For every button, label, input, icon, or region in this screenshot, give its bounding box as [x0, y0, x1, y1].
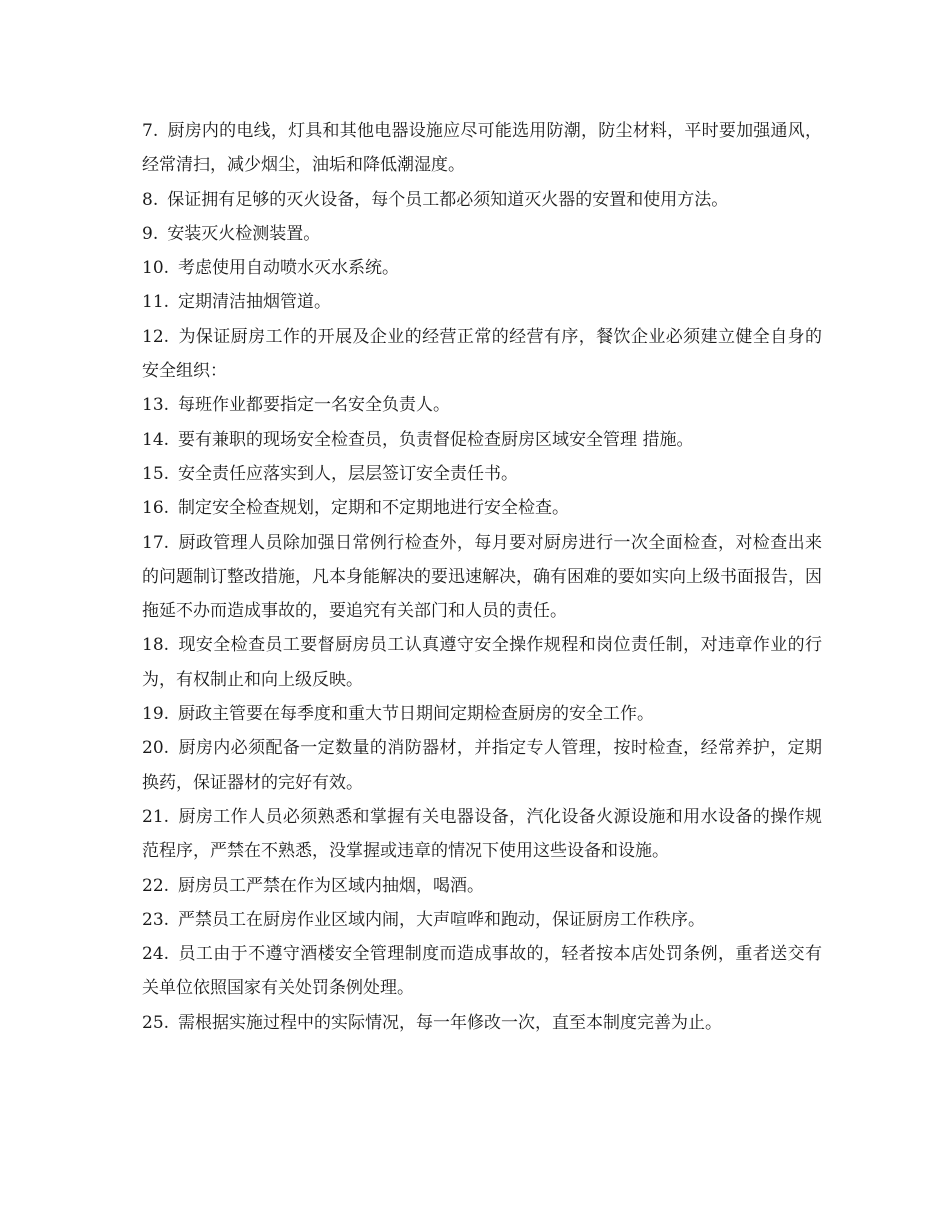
item-text: 现安全检查员工要督厨房员工认真遵守安全操作规程和岗位责任制，对违章作业的行为，有权制止和向上级反映。 [142, 635, 822, 690]
list-item [142, 388, 822, 422]
list-item [142, 731, 822, 800]
list-item [142, 697, 822, 731]
item-number: 19. [142, 704, 170, 725]
item-number: 16. [142, 498, 170, 519]
item-number: 17. [142, 532, 170, 553]
item-number: 8. [142, 189, 159, 210]
item-number: 23. [142, 909, 170, 930]
item-text: 制定安全检查规划，定期和不定期地进行安全检查。 [178, 498, 570, 519]
item-text: 定期清洁抽烟管道。 [178, 292, 332, 313]
list-item [142, 526, 822, 629]
item-text: 厨房员工严禁在作为区域内抽烟，喝酒。 [178, 875, 485, 896]
list-item [142, 800, 822, 869]
document-body [142, 114, 822, 1040]
item-number: 18. [142, 635, 170, 656]
item-text: 安装灭火检测装置。 [167, 223, 321, 244]
item-text: 每班作业都要指定一名安全负责人。 [178, 395, 451, 416]
item-number: 13. [142, 395, 170, 416]
item-number: 7. [142, 121, 159, 141]
item-number: 14. [142, 429, 170, 450]
item-text: 需根据实施过程中的实际情况，每一年修改一次，直至本制度完善为止。 [178, 1012, 723, 1033]
item-number: 21. [142, 806, 170, 827]
list-item [142, 320, 822, 389]
list-item [142, 423, 822, 457]
item-text: 员工由于不遵守酒楼安全管理制度而造成事故的，轻者按本店处罚条例，重者送交有关单位依照国家有关处罚条例处理。 [142, 944, 822, 999]
item-text: 厨政管理人员除加强日常例行检查外，每月要对厨房进行一次全面检查，对检查出来的问题制订整改措施，凡本身能解决的要迅速解决，确有困难的要如实向上级书面报告，因拖延不办而造成事故的，要追究有关部门和人员的责任。 [142, 532, 822, 622]
item-number: 22. [142, 875, 170, 896]
item-number: 11. [142, 292, 170, 313]
item-number: 24. [142, 944, 170, 965]
item-text: 厨房内必须配备一定数量的消防器材，并指定专人管理，按时检查，经常养护，定期换药，保证器材的完好有效。 [142, 738, 822, 793]
list-item [142, 628, 822, 697]
list-item [142, 114, 822, 183]
item-number: 15. [142, 463, 170, 484]
list-item [142, 903, 822, 937]
item-number: 9. [142, 223, 159, 244]
item-text: 保证拥有足够的灭火设备，每个员工都必须知道灭火器的安置和使用方法。 [167, 189, 729, 210]
item-text: 厨房内的电线，灯具和其他电器设施应尽可能选用防潮，防尘材料，平时要加强通风，经常清扫，减少烟尘，油垢和降低潮湿度。 [142, 121, 822, 176]
list-item [142, 869, 822, 903]
item-text: 严禁员工在厨房作业区域内闹，大声喧哗和跑动，保证厨房工作秩序。 [178, 909, 706, 930]
item-number: 12. [142, 326, 170, 347]
item-text: 安全责任应落实到人，层层签订安全责任书。 [178, 463, 519, 484]
item-text: 厨政主管要在每季度和重大节日期间定期检查厨房的安全工作。 [178, 704, 655, 725]
item-text: 要有兼职的现场安全检查员，负责督促检查厨房区域安全管理 措施。 [178, 429, 694, 450]
item-text: 厨房工作人员必须熟悉和掌握有关电器设备，汽化设备火源设施和用水设备的操作规范程序，严禁在不熟悉，没掌握或违章的情况下使用这些设备和设施。 [142, 806, 822, 862]
list-item [142, 1006, 822, 1040]
list-item [142, 217, 822, 251]
list-item [142, 457, 822, 491]
item-number: 10. [142, 258, 170, 279]
list-item [142, 183, 822, 217]
item-number: 25. [142, 1012, 170, 1033]
item-text: 为保证厨房工作的开展及企业的经营正常的经营有序，餐饮企业必须建立健全自身的安全组织： [142, 326, 822, 382]
list-item [142, 251, 822, 285]
list-item [142, 937, 822, 1006]
list-item [142, 491, 822, 525]
list-item [142, 285, 822, 319]
item-number: 20. [142, 738, 170, 759]
item-text: 考虑使用自动喷水灭水系统。 [178, 258, 400, 279]
